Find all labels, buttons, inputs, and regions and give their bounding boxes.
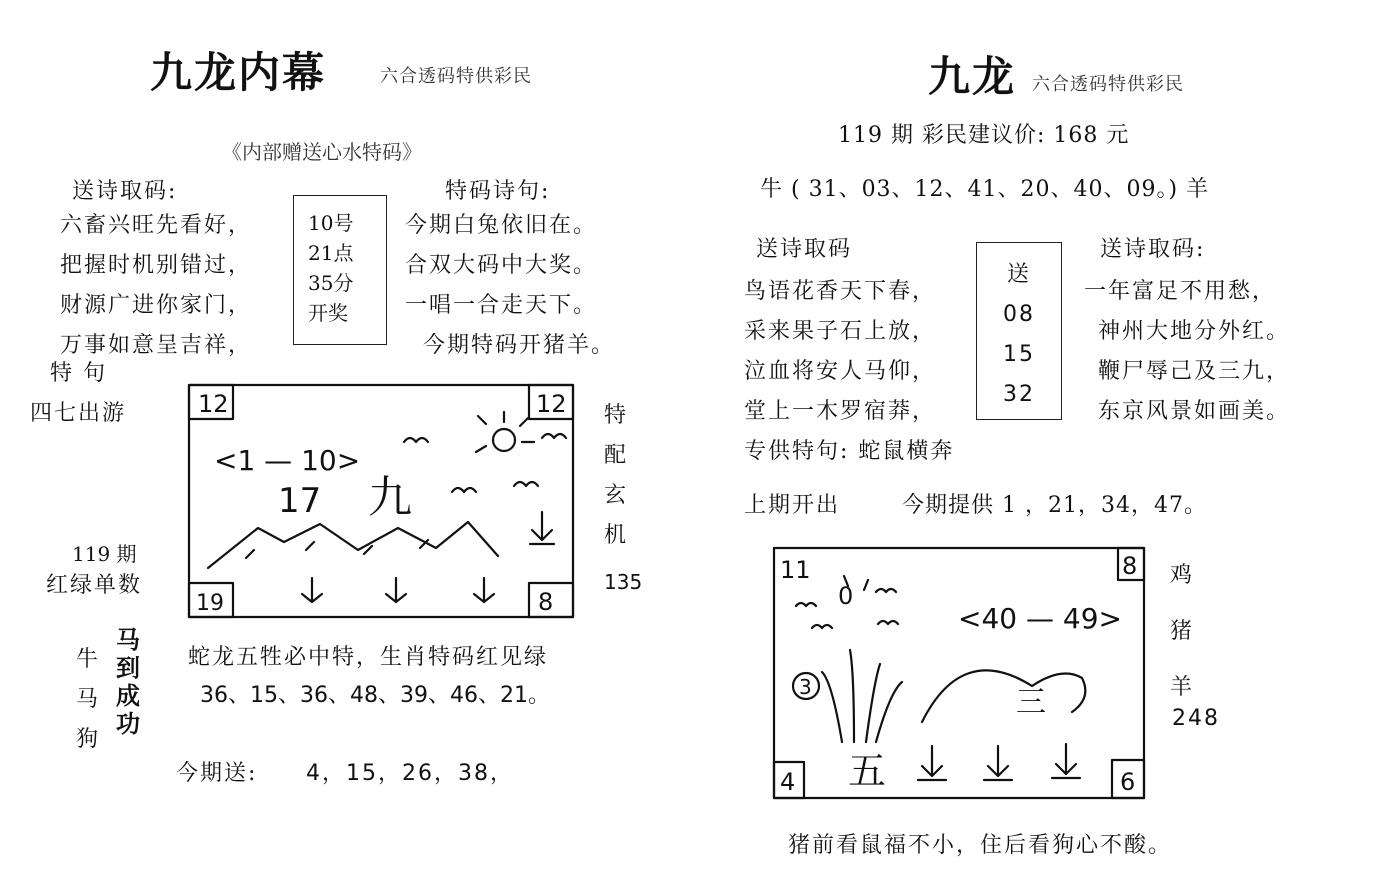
center-box-line: 15 bbox=[1003, 342, 1035, 367]
arrow-icon bbox=[530, 512, 554, 544]
corner-tl-number: 11 bbox=[780, 556, 811, 584]
left-gift-line: 《内部赠送心水特码》 bbox=[222, 140, 422, 164]
bird-icon bbox=[514, 482, 538, 486]
vertical-char: 猪 bbox=[1170, 619, 1195, 644]
corner-br-number: 6 bbox=[1120, 768, 1136, 796]
send-line-values: 4，15，26，38， bbox=[306, 761, 514, 786]
arrow-icon bbox=[386, 578, 406, 602]
vertical-char: 玄 bbox=[604, 483, 629, 508]
vertical-char: 机 bbox=[604, 523, 629, 548]
poem-line: 万事如意呈吉祥， bbox=[60, 333, 253, 358]
right-side-vertical bbox=[1170, 548, 1194, 716]
right-title: 九龙 bbox=[928, 52, 1017, 101]
poem-line: 采来果子石上放， bbox=[744, 319, 937, 344]
left-bottom-line1: 蛇龙五牲必中特，生肖特码红见绿 bbox=[188, 645, 549, 670]
center-box-line: 开奖 bbox=[308, 301, 348, 325]
center-box-line: 32 bbox=[1003, 382, 1035, 407]
center-box-line: 21点 bbox=[308, 241, 354, 265]
poem-line: 鞭尸辱己及三九， bbox=[1098, 359, 1291, 384]
slogan-column bbox=[116, 626, 140, 738]
arrow-icon bbox=[984, 746, 1012, 780]
three-character: 三 bbox=[1016, 685, 1046, 720]
left-picture bbox=[186, 382, 580, 622]
small-zero: 0 bbox=[838, 582, 854, 610]
poem-line: 泣血将安人马仰， bbox=[744, 359, 937, 384]
poem-line: 一年富足不用愁， bbox=[1084, 279, 1277, 304]
te-ju-value: 四七出游 bbox=[30, 401, 127, 426]
right-poem-left bbox=[744, 272, 936, 432]
left-period: 119 期 bbox=[72, 542, 137, 566]
poem-line: 神州大地分外红。 bbox=[1098, 319, 1291, 344]
provide-line: 今期提供 1 ，21，34，47。 bbox=[902, 493, 1207, 518]
vertical-char: 特 bbox=[604, 403, 629, 428]
te-ju-label: 特 句 bbox=[50, 361, 107, 386]
arrow-icon bbox=[474, 578, 494, 602]
left-subtitle: 六合透码特供彩民 bbox=[380, 66, 532, 87]
center-box-line: 送 bbox=[1006, 262, 1031, 287]
corner-tr-number: 12 bbox=[536, 390, 567, 418]
right-picture bbox=[772, 546, 1156, 804]
bird-icon bbox=[452, 488, 476, 492]
special-line: 今期白兔依旧在。 bbox=[405, 213, 598, 238]
right-center-box bbox=[976, 242, 1062, 420]
right-vertical-text bbox=[604, 396, 628, 556]
left-center-box bbox=[293, 195, 387, 345]
red-green-label: 红绿单数 bbox=[46, 573, 143, 598]
poem-line: 六畜兴旺先看好， bbox=[60, 213, 253, 238]
vertical-char: 羊 bbox=[1170, 675, 1195, 700]
right-poem-header-left: 送诗取码 bbox=[756, 237, 853, 262]
left-special-lines bbox=[405, 206, 615, 366]
zodiac-char: 牛 bbox=[76, 647, 101, 672]
poem-line: 财源广进你家门， bbox=[60, 293, 253, 318]
left-poem-header: 送诗取码: bbox=[72, 179, 178, 204]
corner-tr-number: 8 bbox=[1122, 552, 1138, 580]
slogan-char: 功 bbox=[116, 709, 140, 738]
poem-line: 鸟语花香天下春， bbox=[744, 279, 937, 304]
mountain-hatching bbox=[246, 540, 428, 558]
poem-line: 东京风景如画美。 bbox=[1098, 399, 1291, 424]
center-box-line: 35分 bbox=[308, 271, 354, 295]
vertical-char: 鸡 bbox=[1170, 563, 1195, 588]
special-line: 合双大码中大奖。 bbox=[405, 253, 598, 278]
range-text: <1 — 10> bbox=[214, 444, 361, 477]
center-box-line: 10号 bbox=[308, 211, 354, 235]
right-side-number: 248 bbox=[1172, 706, 1220, 731]
corner-bl-number: 4 bbox=[780, 768, 796, 796]
left-side-number: 135 bbox=[604, 570, 643, 594]
zodiac-char: 狗 bbox=[76, 727, 101, 752]
range-text: <40 — 49> bbox=[958, 602, 1122, 635]
center-box-line: 08 bbox=[1003, 302, 1035, 327]
poem-line: 把握时机别错过， bbox=[60, 253, 253, 278]
circled-number: 3 bbox=[799, 675, 812, 699]
special-sentence: 专供特句: 蛇鼠横奔 bbox=[744, 439, 955, 464]
corner-br-number: 8 bbox=[538, 588, 554, 616]
left-bottom-line2: 36、15、36、48、39、46、21。 bbox=[200, 683, 550, 708]
corner-bl-number: 19 bbox=[196, 591, 224, 616]
slogan-char: 马 bbox=[116, 625, 140, 654]
sun-icon bbox=[493, 429, 515, 451]
right-subtitle: 六合透码特供彩民 bbox=[1032, 74, 1184, 95]
slogan-char: 到 bbox=[116, 653, 140, 682]
left-special-header: 特码诗句: bbox=[445, 179, 551, 204]
slogan-char: 成 bbox=[116, 681, 140, 710]
special-line: 一唱一合走天下。 bbox=[405, 293, 598, 318]
right-poem-right bbox=[1084, 272, 1290, 432]
last-period-label: 上期开出 bbox=[744, 493, 841, 518]
center-character: 九 bbox=[368, 472, 412, 523]
grass-bundle bbox=[822, 650, 902, 742]
poem-line: 堂上一木罗宿莽， bbox=[744, 399, 937, 424]
arrow-icon bbox=[1052, 744, 1080, 778]
vertical-char: 配 bbox=[604, 443, 629, 468]
send-line-label: 今期送: bbox=[176, 761, 258, 786]
mountains bbox=[208, 522, 498, 568]
cow-line: 牛 ( 31、03、12、41、20、40、09。) 羊 bbox=[760, 177, 1210, 202]
right-poem-header-right: 送诗取码: bbox=[1100, 237, 1206, 262]
zodiac-char: 马 bbox=[76, 687, 101, 712]
left-title: 九龙内幕 bbox=[150, 48, 327, 97]
arrow-icon bbox=[302, 578, 322, 602]
corner-tl-number: 12 bbox=[198, 390, 229, 418]
special-line: 今期特码开猪羊。 bbox=[423, 333, 616, 358]
arrow-icon bbox=[918, 746, 946, 780]
bird-icon bbox=[542, 434, 566, 438]
zodiac-column bbox=[76, 640, 100, 760]
center-character: 五 bbox=[848, 749, 887, 793]
right-bottom-text: 猪前看鼠福不小，住后看狗心不酸。 bbox=[788, 833, 1173, 858]
sun-rays bbox=[476, 412, 534, 452]
left-poem-lines bbox=[60, 206, 252, 366]
number-17: 17 bbox=[278, 481, 322, 521]
bird-icon bbox=[404, 438, 428, 442]
price-line: 119 期 彩民建议价: 168 元 bbox=[838, 123, 1130, 148]
hills bbox=[922, 670, 1085, 722]
